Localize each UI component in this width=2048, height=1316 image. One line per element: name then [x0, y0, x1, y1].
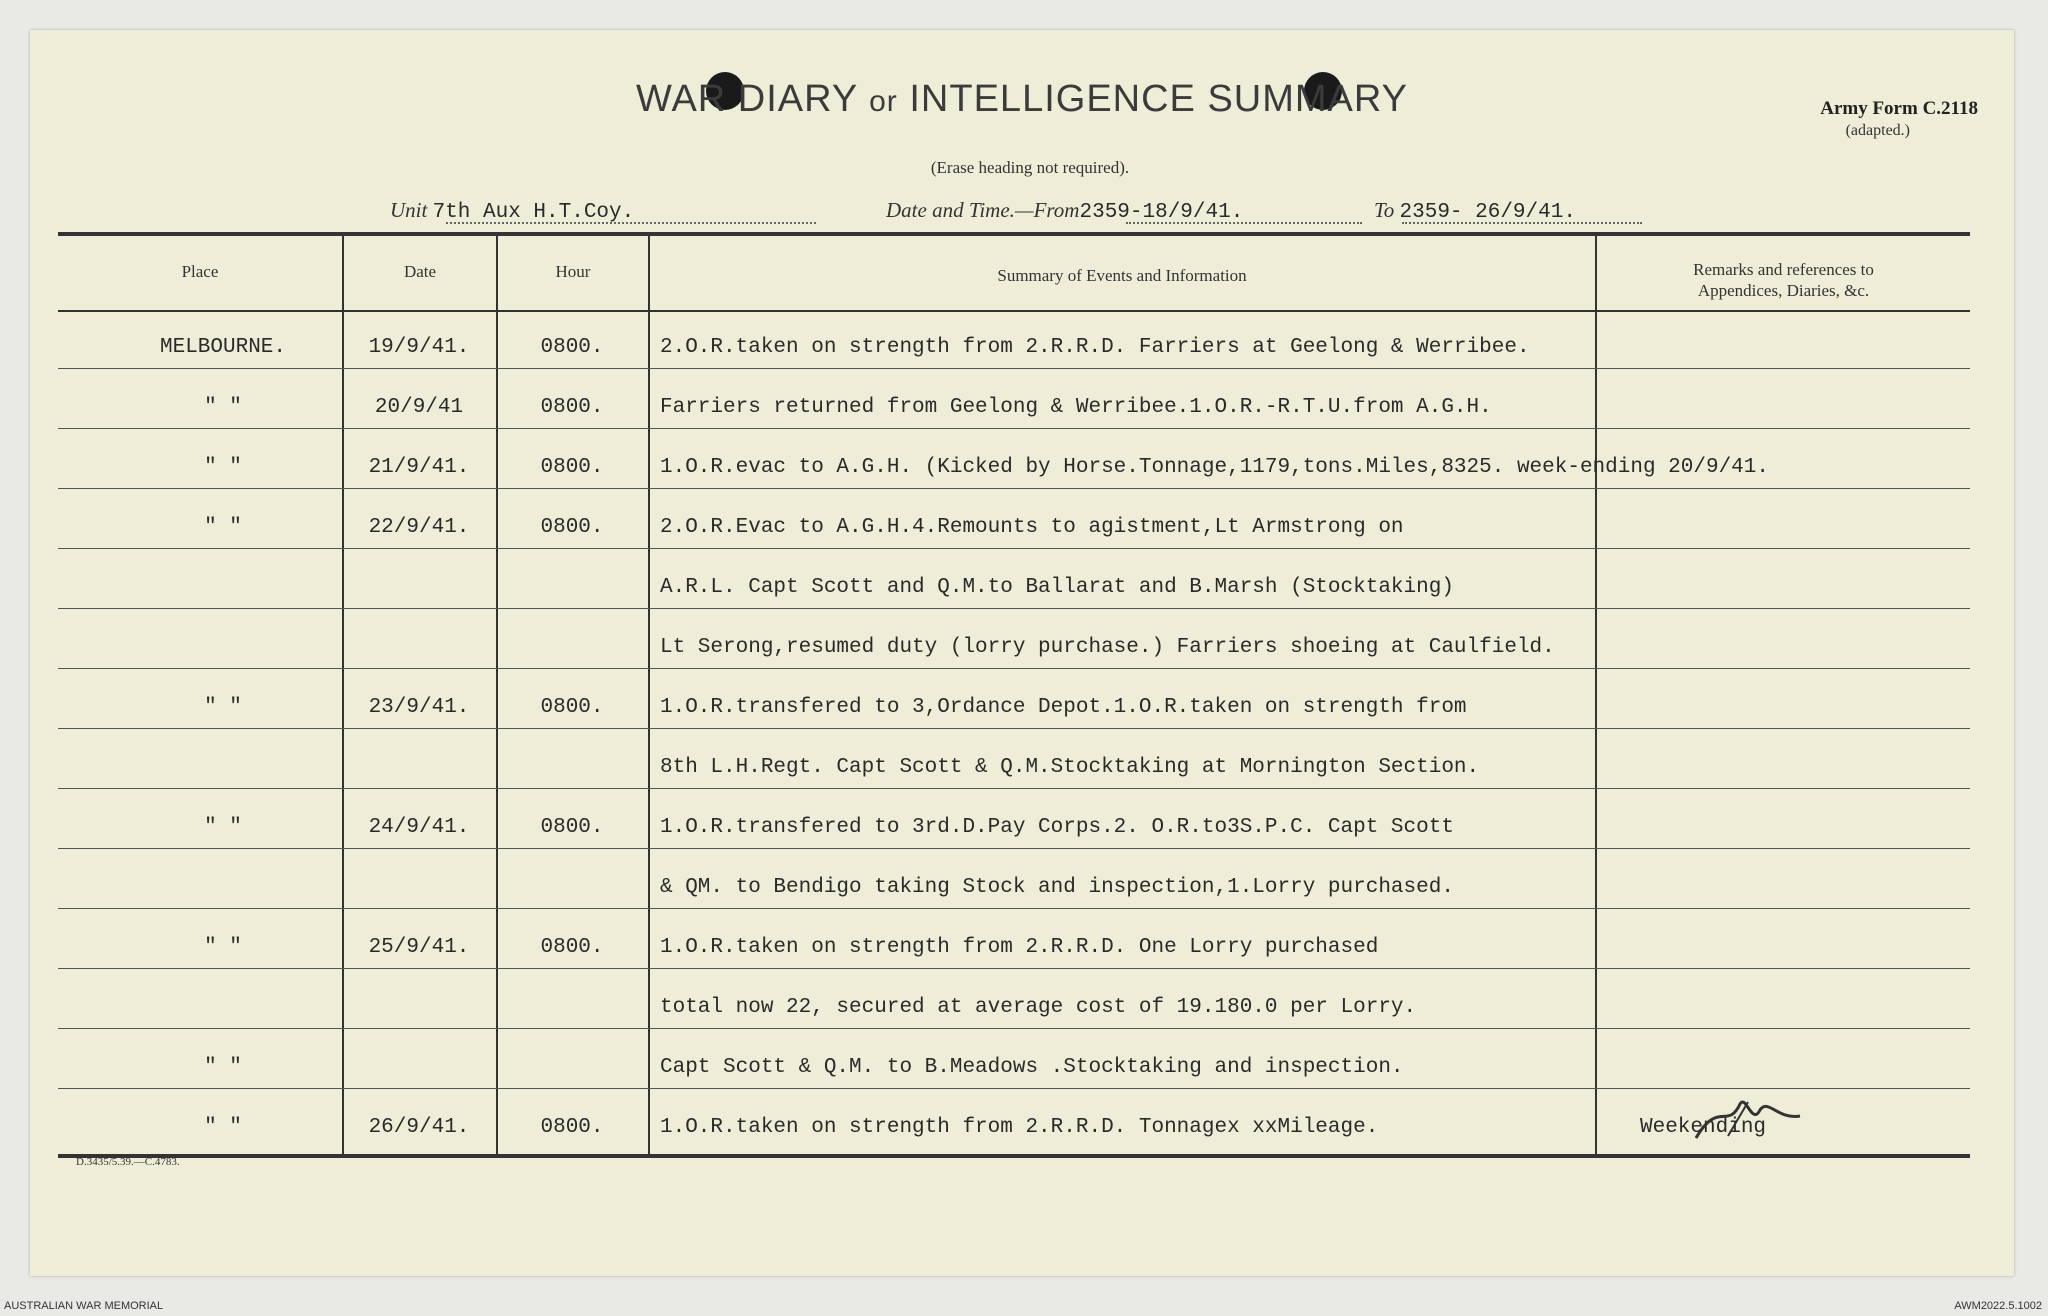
- unit-label: Unit: [390, 198, 428, 222]
- row-hour: 0800.: [540, 1116, 604, 1139]
- row-summary: Farriers returned from Geelong & Werribee.1.O.R.-R.T.U.from A.G.H.: [660, 396, 1492, 419]
- row-place: " ": [204, 456, 242, 479]
- row-summary: Lt Serong,resumed duty (lorry purchase.) Farriers shoeing at Caulfield.: [660, 636, 1555, 659]
- row-rule: [58, 788, 1970, 789]
- row-rule: [58, 488, 1970, 489]
- row-place: " ": [204, 396, 242, 419]
- row-place: MELBOURNE.: [159, 336, 287, 359]
- divider-hour-summary: [648, 234, 650, 1156]
- title-war-diary: WAR DIARY: [636, 78, 858, 120]
- divider-date-hour: [496, 234, 498, 1156]
- row-summary: total now 22, secured at average cost of 19.180.0 per Lorry.: [660, 996, 1417, 1019]
- row-hour: 0800.: [540, 936, 604, 959]
- row-rule: [58, 608, 1970, 609]
- row-hour: 0800.: [540, 396, 604, 419]
- title-intelligence-summary: INTELLIGENCE SUMMARY: [909, 78, 1408, 120]
- row-place: " ": [204, 696, 242, 719]
- army-form-reference: Army Form C.2118: [1820, 98, 1978, 119]
- row-rule: [58, 908, 1970, 909]
- row-rule: [58, 1028, 1970, 1029]
- row-summary: 1.O.R.taken on strength from 2.R.R.D. One Lorry purchased: [660, 936, 1379, 959]
- archive-reference: AWM2022.5.1002: [1954, 1300, 2042, 1312]
- unit-value: 7th Aux H.T.Coy.: [432, 201, 635, 224]
- row-summary: A.R.L. Capt Scott and Q.M.to Ballarat and B.Marsh (Stocktaking): [660, 576, 1454, 599]
- row-date: 23/9/41.: [368, 696, 470, 719]
- row-rule: [58, 848, 1970, 849]
- date-from-label: Date and Time.—From: [886, 198, 1080, 222]
- row-rule: [58, 728, 1970, 729]
- date-to-value: 2359- 26/9/41.: [1399, 201, 1576, 224]
- row-summary: 1.O.R.transfered to 3rd.D.Pay Corps.2. O.R.to3S.P.C. Capt Scott: [660, 816, 1454, 839]
- row-hour: 0800.: [540, 456, 604, 479]
- row-date: 19/9/41.: [368, 336, 470, 359]
- row-date: 25/9/41.: [368, 936, 470, 959]
- row-place: " ": [204, 816, 242, 839]
- header-summary: Summary of Events and Information: [997, 266, 1247, 285]
- row-hour: 0800.: [540, 336, 604, 359]
- row-place: " ": [204, 1056, 242, 1079]
- form-subtitle: (Erase heading not required).: [930, 158, 1130, 177]
- row-rule: [58, 428, 1970, 429]
- table-bottom-rule: [58, 1154, 1970, 1158]
- row-hour: 0800.: [540, 516, 604, 539]
- row-rule: [58, 368, 1970, 369]
- row-summary: 1.O.R.evac to A.G.H. (Kicked by Horse.Tonnage,1179,tons.Miles,8325. week-ending 20/9/41.: [660, 456, 1769, 479]
- row-date: 26/9/41.: [368, 1116, 470, 1139]
- divider-place-date: [342, 234, 344, 1156]
- row-rule: [58, 968, 1970, 969]
- row-place: " ": [204, 936, 242, 959]
- date-from-value: 2359-18/9/41.: [1079, 201, 1244, 224]
- date-to-label: To: [1374, 198, 1395, 222]
- row-summary: 8th L.H.Regt. Capt Scott & Q.M.Stocktaking at Mornington Section.: [660, 756, 1480, 779]
- row-summary: 2.O.R.Evac to A.G.H.4.Remounts to agistment,Lt Armstrong on: [660, 516, 1404, 539]
- header-remarks-line1: Remarks and references to: [1693, 260, 1874, 279]
- row-place: " ": [204, 1116, 242, 1139]
- row-date: 21/9/41.: [368, 456, 470, 479]
- row-hour: 0800.: [540, 696, 604, 719]
- print-code: D.3435/5.39.—C.4783.: [76, 1156, 180, 1168]
- row-date: 20/9/41: [374, 396, 464, 419]
- row-summary: 1.O.R.transfered to 3,Ordance Depot.1.O.R.taken on strength from: [660, 696, 1467, 719]
- row-date: 22/9/41.: [368, 516, 470, 539]
- row-place: " ": [204, 516, 242, 539]
- row-date: 24/9/41.: [368, 816, 470, 839]
- header-date: Date: [403, 262, 437, 281]
- row-rule: [58, 1088, 1970, 1089]
- archive-credit: AUSTRALIAN WAR MEMORIAL: [4, 1300, 164, 1312]
- row-hour: 0800.: [540, 816, 604, 839]
- row-rule: [58, 668, 1970, 669]
- row-remarks: Weekending: [1640, 1116, 1767, 1139]
- title-or: or: [869, 85, 898, 118]
- row-summary: 2.O.R.taken on strength from 2.R.R.D. Farriers at Geelong & Werribee.: [660, 336, 1530, 359]
- army-form-reference-sub: (adapted.): [1845, 122, 1910, 139]
- header-remarks-line2: Appendices, Diaries, &c.: [1697, 281, 1870, 300]
- header-hour: Hour: [555, 262, 591, 281]
- table-top-rule: [58, 232, 1970, 236]
- header-bottom-rule: [58, 310, 1970, 312]
- row-summary: & QM. to Bendigo taking Stock and inspection,1.Lorry purchased.: [660, 876, 1454, 899]
- row-summary: Capt Scott & Q.M. to B.Meadows .Stocktaking and inspection.: [660, 1056, 1404, 1079]
- row-summary: 1.O.R.taken on strength from 2.R.R.D. Tonnagex xxMileage.: [660, 1116, 1379, 1139]
- header-place: Place: [181, 262, 219, 281]
- divider-summary-remarks: [1595, 234, 1597, 1156]
- row-rule: [58, 548, 1970, 549]
- signature-mark: [1688, 1090, 1808, 1150]
